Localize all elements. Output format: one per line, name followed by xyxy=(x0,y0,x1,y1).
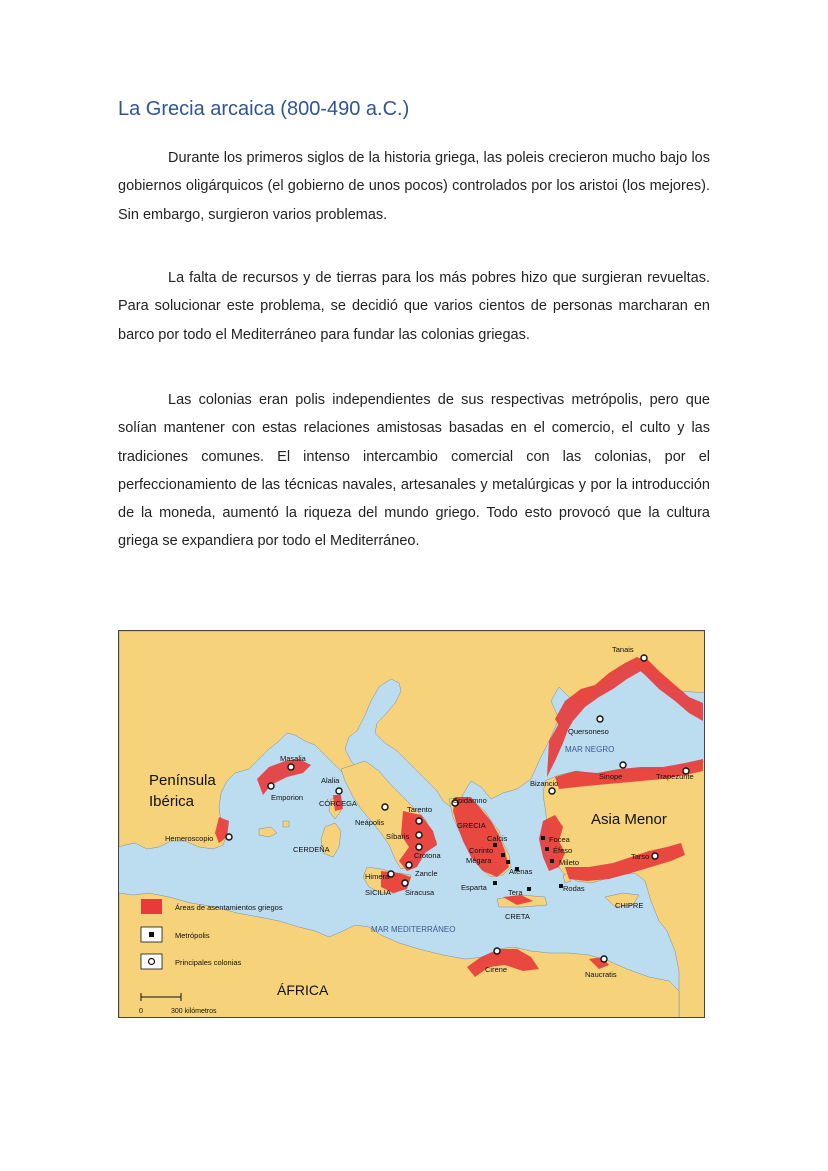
colony-sinope xyxy=(620,762,626,768)
legend-metropolis-square xyxy=(149,932,154,937)
metropolis-corinto xyxy=(501,853,505,857)
label-quersoneso: Quersoneso xyxy=(568,727,609,736)
label-atenas: Atenas xyxy=(509,867,533,876)
colony-cirene xyxy=(494,948,500,954)
legend-swatch-areas xyxy=(141,899,162,914)
legend-label-metropolis: Metrópolis xyxy=(175,931,210,940)
label-chipre: CHIPRE xyxy=(615,901,644,910)
label-siracusa: Siracusa xyxy=(405,888,435,897)
colony-alalia xyxy=(336,788,342,794)
paragraph-3: Las colonias eran polis independientes de sus respectivas metrópolis, pero que solían mantener con estas relaciones amistosas basadas en el comercio, el culto y las tradiciones comunes. El intenso intercambio comercial con las colonias, por el perfeccionamiento de las técnicas navales, artesanales y metalúrgicas y por la introducción de la moneda, aumentó la riqueza del mundo griego. Todo esto provocó que la cultura griega se expandiera por todo el Mediterráneo. xyxy=(118,392,710,550)
label-cerdena: CERDEÑA xyxy=(293,845,330,854)
label-mar-negro: MAR NEGRO xyxy=(565,745,615,754)
label-crotona: Crotona xyxy=(414,851,441,860)
label-mileto: Mileto xyxy=(559,858,580,867)
label-tarso: Tarso xyxy=(631,852,650,861)
label-mar-mediterraneo: MAR MEDITERRÁNEO xyxy=(371,925,456,934)
colony-sibaris xyxy=(416,832,422,838)
label-iberia-line1: Península xyxy=(149,772,216,789)
page-title: La Grecia arcaica (800-490 a.C.) xyxy=(118,98,410,120)
label-rodas: Rodas xyxy=(563,884,585,893)
colony-siracusa xyxy=(402,880,408,886)
label-calcis: Calcis xyxy=(487,834,508,843)
label-bizancio: Bizancio xyxy=(530,779,559,788)
label-tanais: Tanais xyxy=(612,645,634,654)
colony-masalia xyxy=(288,764,294,770)
label-creta: CRETA xyxy=(505,912,530,921)
label-africa: ÁFRICA xyxy=(277,982,329,998)
label-sinope: Sinope xyxy=(599,772,623,781)
label-neapolis: Neápolis xyxy=(355,818,385,827)
label-hemeroscopio: Hemeroscopio xyxy=(165,834,214,843)
label-grecia: GRECIA xyxy=(457,821,486,830)
metropolis-calcis xyxy=(493,843,497,847)
metropolis-esparta xyxy=(493,881,497,885)
label-efeso: Éfeso xyxy=(553,846,573,855)
label-sicilia: SICILIA xyxy=(365,888,391,897)
metropolis-mileto xyxy=(550,859,554,863)
label-corinto: Corinto xyxy=(469,846,494,855)
label-himera: Himera xyxy=(365,872,390,881)
label-zancle: Zancle xyxy=(415,869,438,878)
colony-hemeroscopio xyxy=(226,834,232,840)
metropolis-megara xyxy=(506,860,510,864)
paragraph-2: La falta de recursos y de tierras para los más pobres hizo que surgieran revueltas. Para solucionar este problema, se decidió que varios cientos de personas marcharan en barco por todo el Mediterráneo para fundar las colonias griegas. xyxy=(118,270,710,343)
scale-distance: 300 kilómetros xyxy=(171,1008,217,1015)
metropolis-focea xyxy=(541,836,545,840)
label-iberia-line2: Ibérica xyxy=(149,793,195,810)
colony-emporion xyxy=(268,783,274,789)
colony-tarso xyxy=(652,853,658,859)
label-sibaris: Síbaris xyxy=(386,832,410,841)
legend-colonias-circle xyxy=(149,959,155,965)
scale-zero: 0 xyxy=(139,1008,143,1015)
label-emporion: Emporion xyxy=(271,793,304,802)
label-megara: Mégara xyxy=(466,856,492,865)
metropolis-tera xyxy=(527,887,531,891)
greek-colonization-map xyxy=(118,630,705,1018)
label-asia-menor: Asia Menor xyxy=(591,811,667,828)
metropolis-efeso xyxy=(545,847,549,851)
label-tera: Tera xyxy=(508,888,523,897)
colony-neapolis xyxy=(382,804,388,810)
label-masalia: Masalia xyxy=(280,754,306,763)
colony-naucratis xyxy=(601,956,607,962)
label-tarento: Tarento xyxy=(407,805,433,814)
label-naucratis: Naucratis xyxy=(585,970,617,979)
colony-tarento xyxy=(416,818,422,824)
colony-zancle xyxy=(406,862,412,868)
label-esparta: Esparta xyxy=(461,883,487,892)
label-trapezunte: Trapezunte xyxy=(656,772,694,781)
legend-label-colonias: Principales colonias xyxy=(175,958,242,967)
label-focea: Focea xyxy=(549,835,570,844)
label-cirene: Cirene xyxy=(485,965,508,974)
label-epidamno: Epidamno xyxy=(453,796,487,805)
legend-label-areas: Áreas de asentamientos griegos xyxy=(175,903,283,912)
label-corcega: CÓRCEGA xyxy=(319,799,357,808)
paragraph-1: Durante los primeros siglos de la historia griega, las poleis crecieron mucho bajo los gobiernos oligárquicos (el gobierno de unos pocos) controlados por los aristoi (los mejores). Sin embargo, surgieron varios problemas. xyxy=(118,150,710,223)
colony-crotona xyxy=(416,844,422,850)
colony-bizancio xyxy=(549,788,555,794)
colony-quersoneso xyxy=(597,716,603,722)
label-alalia: Alalia xyxy=(321,776,340,785)
map-svg xyxy=(119,631,705,1018)
colony-tanais xyxy=(641,655,647,661)
